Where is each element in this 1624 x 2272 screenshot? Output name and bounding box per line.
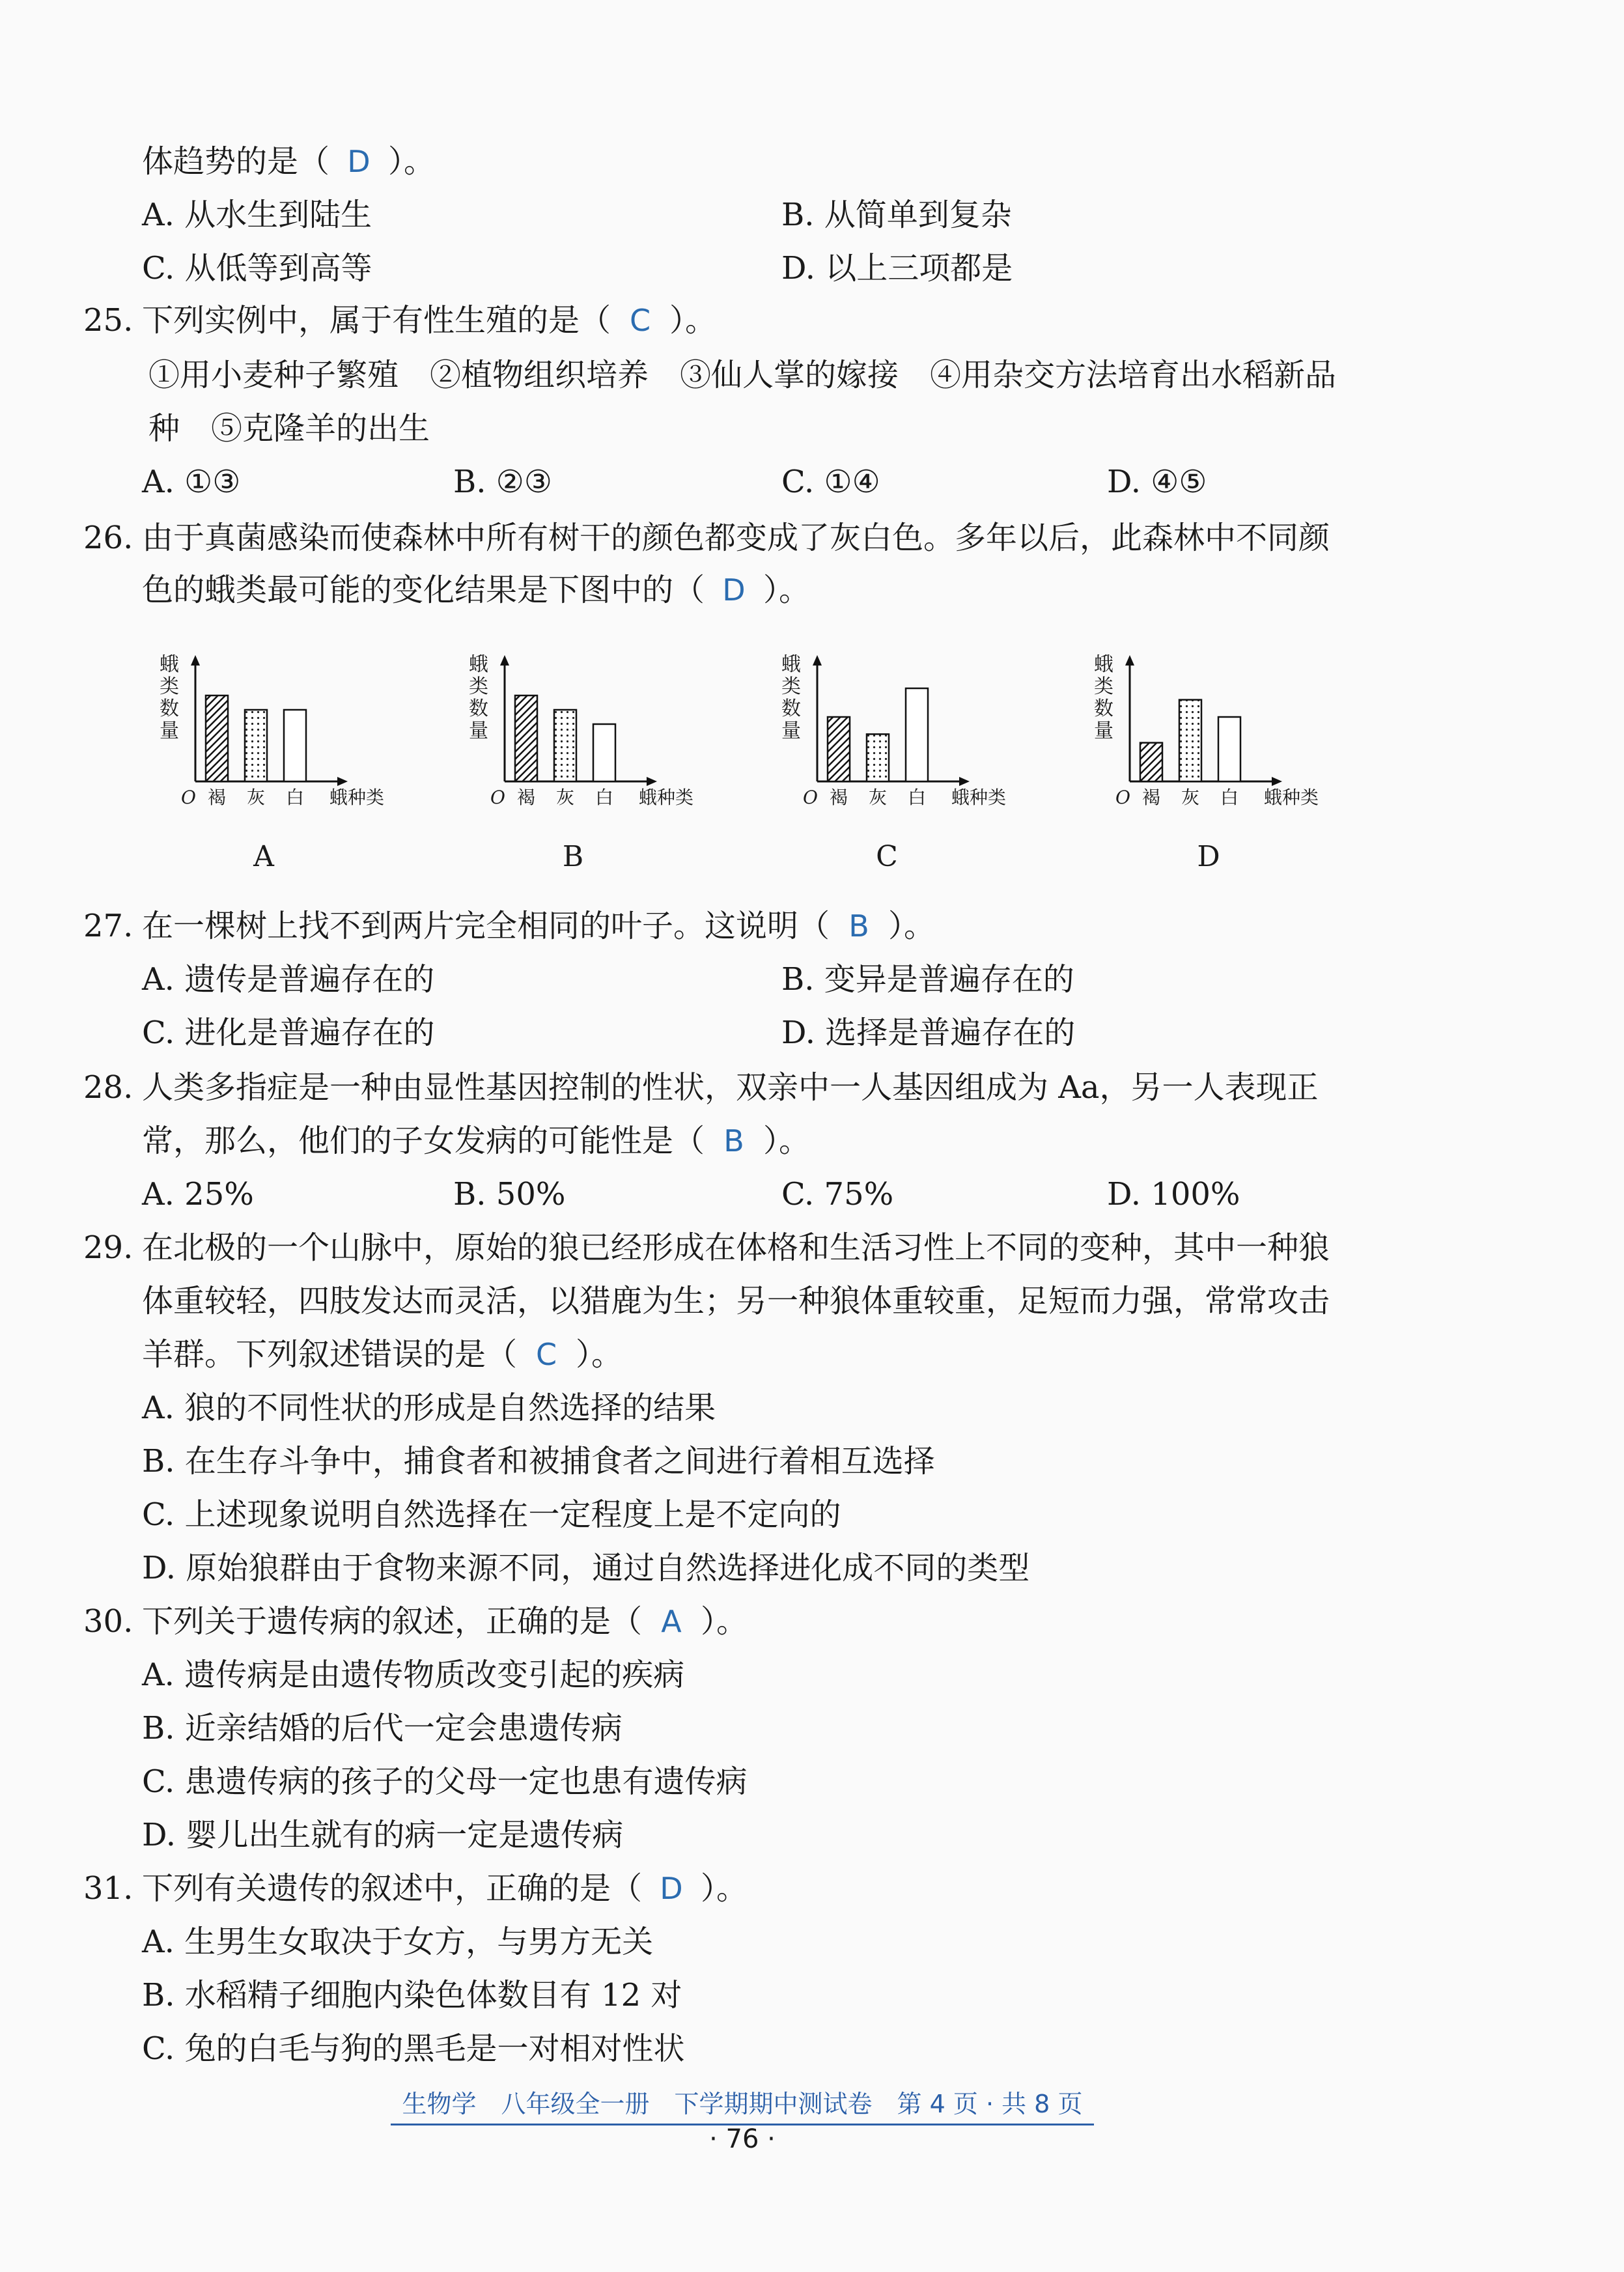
q25-option-d: D. ④⑤ [1107,464,1207,500]
chart-c-origin: O [803,787,818,808]
chart-c [772,645,1052,879]
chart-b-ylabel-char: 量 [469,720,488,742]
q29-stem-close: ）。 [576,1336,623,1373]
chart-d-ylabel-char: 数 [1094,697,1113,720]
q29-option-d: D. 原始狼群由于食物来源不同，通过自然选择进化成不同的类型 [142,1550,1030,1586]
chart-b-y-arrow [500,655,509,666]
chart-b-ylabel-char: 类 [469,675,488,698]
chart-b-bar [593,724,615,781]
chart-d-bar [1140,743,1162,781]
chart-a-tick-label: 褐 [207,787,227,808]
chart-a-svg [150,645,430,840]
chart-d-y-arrow [1125,655,1134,666]
q24-option-b: B. 从简单到复杂 [781,197,1012,233]
q30-option-b: B. 近亲结婚的后代一定会患遗传病 [142,1710,623,1746]
q30-stem [83,1602,748,1641]
q26-stem-text2: 色的蛾类最可能的变化结果是下图中的（ [142,572,705,608]
chart-c-bar [828,717,850,781]
chart-d-origin: O [1115,787,1130,808]
q27-option-d: D. 选择是普遍存在的 [781,1015,1076,1051]
chart-a-bar [284,710,306,781]
q25-option-b: B. ②③ [453,464,552,500]
q28-option-c: C. 75% [781,1176,894,1213]
q31-stem-text: 下列有关遗传的叙述中，正确的是（ [142,1870,643,1907]
chart-a-xlabel: 蛾种类 [329,787,385,808]
q29-stem-text3: 羊群。下列叙述错误的是（ [142,1336,518,1373]
chart-d-tick-label: 褐 [1141,787,1161,808]
chart-b [459,645,739,879]
q28-answer: B [723,1123,744,1158]
chart-a-ylabel-char: 蛾 [160,653,179,676]
q29-option-a: A. 狼的不同性状的形成是自然选择的结果 [142,1390,716,1426]
chart-c-bar [906,688,928,781]
q25-option-a: A. ①③ [142,464,241,500]
chart-c-ylabel-char: 类 [781,675,801,698]
q31-stem [83,1869,748,1908]
chart-d-bar [1179,700,1201,781]
q26-stem-text1: 由于真菌感染而使森林中所有树干的颜色都变成了灰白色。多年以后，此森林中不同颜 [142,520,1330,556]
q26-number: 26. [83,520,133,556]
chart-d-bar [1218,717,1240,781]
page-number: · 76 · [709,2124,776,2154]
q29-option-c: C. 上述现象说明自然选择在一定程度上是不定向的 [142,1496,841,1533]
q26-stem-close: ）。 [763,572,811,608]
q25-stem-text: 下列实例中，属于有性生殖的是（ [142,302,611,339]
chart-c-x-arrow [959,777,970,786]
chart-b-ylabel-char: 蛾 [469,653,488,676]
q24-stem [142,142,435,181]
q26-stem-line1 [83,518,1330,557]
chart-c-tick-label: 灰 [868,787,888,808]
chart-d-xlabel: 蛾种类 [1264,787,1319,808]
q28-stem-line1 [83,1068,1319,1107]
q30-option-d: D. 婴儿出生就有的病一定是遗传病 [142,1817,624,1853]
chart-c-y-arrow [813,655,822,666]
q25-option-c: C. ①④ [781,464,880,500]
q24-stem-text: 体趋势的是（ [142,143,330,180]
q29-stem-text1: 在北极的一个山脉中，原始的狼已经形成在体格和生活习性上不同的变种，其中一种狼 [142,1229,1330,1266]
q24-option-c: C. 从低等到高等 [142,250,372,287]
q26-answer: D [722,572,746,608]
q27-option-a: A. 遗传是普遍存在的 [142,961,435,998]
q25-items-line1: ①用小麦种子繁殖 ②植物组织培养 ③仙人掌的嫁接 ④用杂交方法培育出水稻新品 [148,357,1337,393]
q31-number: 31. [83,1870,133,1907]
chart-a-origin: O [181,787,196,808]
q29-answer: C [535,1337,557,1372]
q25-stem-close: ）。 [669,302,717,339]
chart-b-origin: O [490,787,505,808]
chart-c-ylabel-char: 量 [781,720,801,742]
q31-option-a: A. 生男生女取决于女方，与男方无关 [142,1924,654,1960]
q27-option-b: B. 变异是普遍存在的 [781,961,1074,998]
q30-option-c: C. 患遗传病的孩子的父母一定也患有遗传病 [142,1763,748,1800]
q28-stem-text2: 常，那么，他们的子女发病的可能性是（ [142,1123,705,1159]
chart-d-tick-label: 灰 [1181,787,1200,808]
chart-d-x-arrow [1272,777,1282,786]
q27-stem [83,906,935,946]
q29-stem-line3 [142,1335,623,1374]
chart-d-tick-label: 白 [1220,787,1239,808]
chart-a-bar [245,710,267,781]
chart-d-svg [1084,645,1364,840]
q27-stem-close: ）。 [888,908,936,944]
chart-c-caption: C [876,840,898,873]
footer-title: 生物学 八年级全一册 下学期期中测试卷 第 4 页 · 共 8 页 [391,2084,1094,2125]
q30-answer: A [661,1604,682,1639]
chart-c-xlabel: 蛾种类 [951,787,1007,808]
chart-d-ylabel-char: 类 [1094,675,1113,698]
q29-stem-line2: 体重较轻，四肢发达而灵活，以猎鹿为生；另一种狼体重较重，足短而力强，常常攻击 [142,1283,1330,1319]
chart-b-x-arrow [647,777,657,786]
q25-answer: C [629,303,651,338]
chart-b-tick-label: 褐 [516,787,536,808]
q31-option-b: B. 水稻精子细胞内染色体数目有 12 对 [142,1977,682,2013]
chart-c-ylabel-char: 数 [781,697,801,720]
chart-b-bar [554,710,576,781]
chart-a-y-arrow [191,655,200,666]
chart-b-ylabel-char: 数 [469,697,488,720]
q29-option-b: B. 在生存斗争中，捕食者和被捕食者之间进行着相互选择 [142,1443,935,1480]
q24-answer: D [347,144,371,179]
q28-option-b: B. 50% [453,1176,566,1213]
chart-b-svg [459,645,739,840]
q30-stem-close: ）。 [701,1603,748,1640]
chart-a-caption: A [253,840,274,873]
q31-answer: D [660,1871,683,1906]
chart-c-ylabel-char: 蛾 [781,653,801,676]
q25-number: 25. [83,302,133,339]
chart-a-ylabel-char: 类 [160,675,179,698]
q28-number: 28. [83,1069,133,1106]
chart-c-tick-label: 褐 [829,787,848,808]
chart-b-bar [515,695,537,781]
chart-a-ylabel-char: 数 [160,697,179,720]
chart-a-ylabel-char: 量 [160,720,179,742]
chart-d-ylabel-char: 量 [1094,720,1113,742]
chart-a [150,645,430,879]
q30-option-a: A. 遗传病是由遗传物质改变引起的疾病 [142,1657,685,1693]
q30-number: 30. [83,1603,133,1640]
chart-c-bar [867,734,889,781]
chart-a-x-arrow [337,777,348,786]
q27-number: 27. [83,908,133,944]
q25-items-line2: 种 ⑤克隆羊的出生 [148,410,430,447]
chart-b-xlabel: 蛾种类 [639,787,694,808]
chart-b-tick-label: 白 [595,787,614,808]
q28-stem-line2 [142,1121,810,1160]
q27-option-c: C. 进化是普遍存在的 [142,1015,435,1051]
chart-b-tick-label: 灰 [555,787,575,808]
q31-stem-close: ）。 [701,1870,748,1907]
chart-c-svg [772,645,1052,840]
q28-stem-close: ）。 [763,1123,811,1159]
q25-stem [83,301,716,340]
q29-stem-line1 [83,1228,1330,1267]
q30-stem-text: 下列关于遗传病的叙述，正确的是（ [142,1603,643,1640]
q24-option-a: A. 从水生到陆生 [142,197,372,233]
q28-stem-text1: 人类多指症是一种由显性基因控制的性状，双亲中一人基因组成为 Aa，另一人表现正 [142,1069,1319,1106]
chart-d-caption: D [1197,840,1220,873]
chart-a-bar [206,695,228,781]
q28-option-d: D. 100% [1107,1176,1240,1213]
q24-stem-close: ）。 [388,143,436,180]
q31-option-c: C. 兔的白毛与狗的黑毛是一对相对性状 [142,2030,685,2067]
chart-a-tick-label: 灰 [246,787,266,808]
chart-a-tick-label: 白 [285,787,305,808]
chart-b-caption: B [562,840,584,873]
q28-option-a: A. 25% [142,1176,254,1213]
chart-c-tick-label: 白 [907,787,927,808]
q27-stem-text: 在一棵树上找不到两片完全相同的叶子。这说明（ [142,908,830,944]
q26-stem-line2 [142,570,810,610]
q24-option-d: D. 以上三项都是 [781,250,1013,287]
q27-answer: B [848,908,869,944]
q29-number: 29. [83,1229,133,1266]
chart-d-ylabel-char: 蛾 [1094,653,1113,676]
